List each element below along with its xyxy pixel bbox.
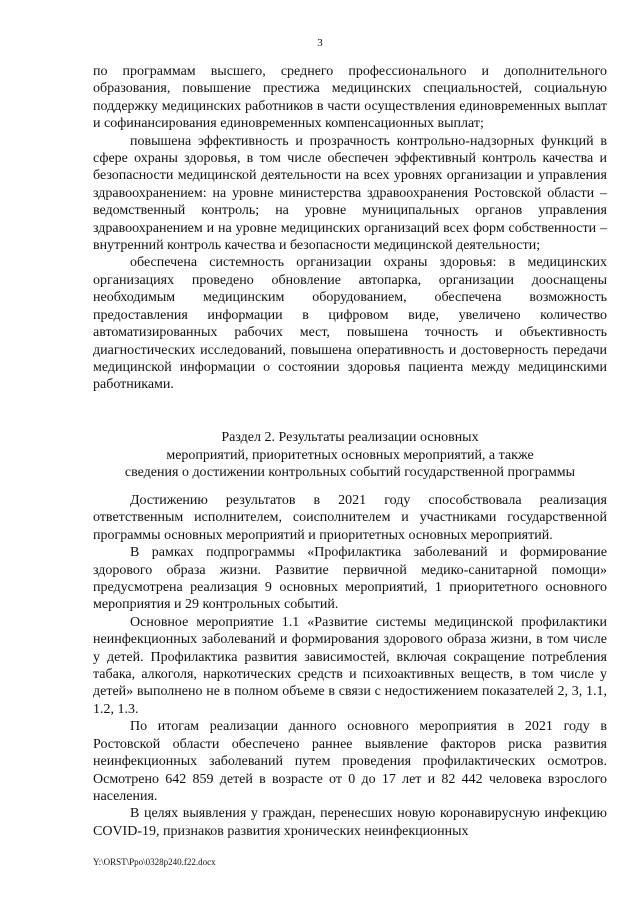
section-heading	[93, 429, 607, 482]
section-heading-line: сведения о достижении контрольных событий государственной программы	[124, 465, 576, 481]
paragraph: В целях выявления у граждан, перенесших новую коронавирусную инфекцию COVID-19, признаков развития хронических неинфекционных	[93, 806, 607, 839]
paragraph: повышена эффективность и прозрачность контрольно-надзорных функций в сфере охраны здоровья, в том числе обеспечен эффективный контроль качества и безопасности медицинской деятельности на всех уровнях организации и управления здравоохранением: на уровне министерства здравоохранения Ростовской области – ведомственный контроль; на уровне муниципальных органов управления здравоохранением и на уровне медицинских организаций всех форм собственности – внутренний контроль качества и безопасности медицинской деятельности;	[93, 133, 607, 254]
text-block-top	[93, 63, 607, 394]
paragraph: по программам высшего, среднего профессионального и дополнительного образования, повышение престижа медицинских специальностей, социальную поддержку медицинских работников в части осуществления единовременных выплат и софинансирования единовременных компенсационных выплат;	[93, 64, 607, 132]
paragraph: Основное мероприятие 1.1 «Развитие системы медицинской профилактики неинфекционных заболеваний и формирования здорового образа жизни, в том числе у детей. Профилактика развития зависимостей, включая сокращение потребления табака, алкоголя, наркотических средств и психоактивных веществ, в том числе у детей» выполнено не в полном объеме в связи с недостижением показателей 2, 3, 1.1, 1.2, 1.3.	[93, 614, 607, 717]
paragraph: По итогам реализации данного основного мероприятия в 2021 году в Ростовской области обеспечено раннее выявление факторов риска развития неинфекционных заболеваний путем проведения профилактических осмотров. Осмотрено 642 859 детей в возрасте от 0 до 17 лет и 82 442 человека взрослого населения.	[93, 719, 607, 804]
text-block-bottom	[93, 492, 607, 840]
page-number: 3	[317, 37, 323, 49]
paragraph: Достижению результатов в 2021 году способствовала реализация ответственным исполнителем, соисполнителем и участниками государственной программы основных мероприятий и приоритетных основных мероприятий.	[93, 493, 607, 543]
section-heading-line: Раздел 2. Результаты реализации основных	[221, 430, 479, 445]
paragraph: обеспечена системность организации охраны здоровья: в медицинских организациях проведено обновление автопарка, организации дооснащены необходимым медицинским оборудованием, обеспечена возможность предоставления информации в цифровом виде, увеличено количество автоматизированных рабочих мест, повышена точность и объективность диагностических исследований, повышена оперативность и достоверность передачи медицинской информации о состоянии здоровья пациента между медицинскими работниками.	[93, 255, 607, 393]
footer-file-path: Y:\ORST\Ppo\0328p240.f22.docx	[93, 857, 216, 867]
section-heading-line: мероприятий, приоритетных основных мероприятий, а также	[166, 447, 534, 463]
paragraph: В рамках подпрограммы «Профилактика заболеваний и формирование здорового образа жизни. Развитие первичной медико-санитарной помощи» предусмотрена реализация 9 основных мероприятий, 1 приоритетного основного мероприятия и 29 контрольных событий.	[93, 545, 607, 613]
